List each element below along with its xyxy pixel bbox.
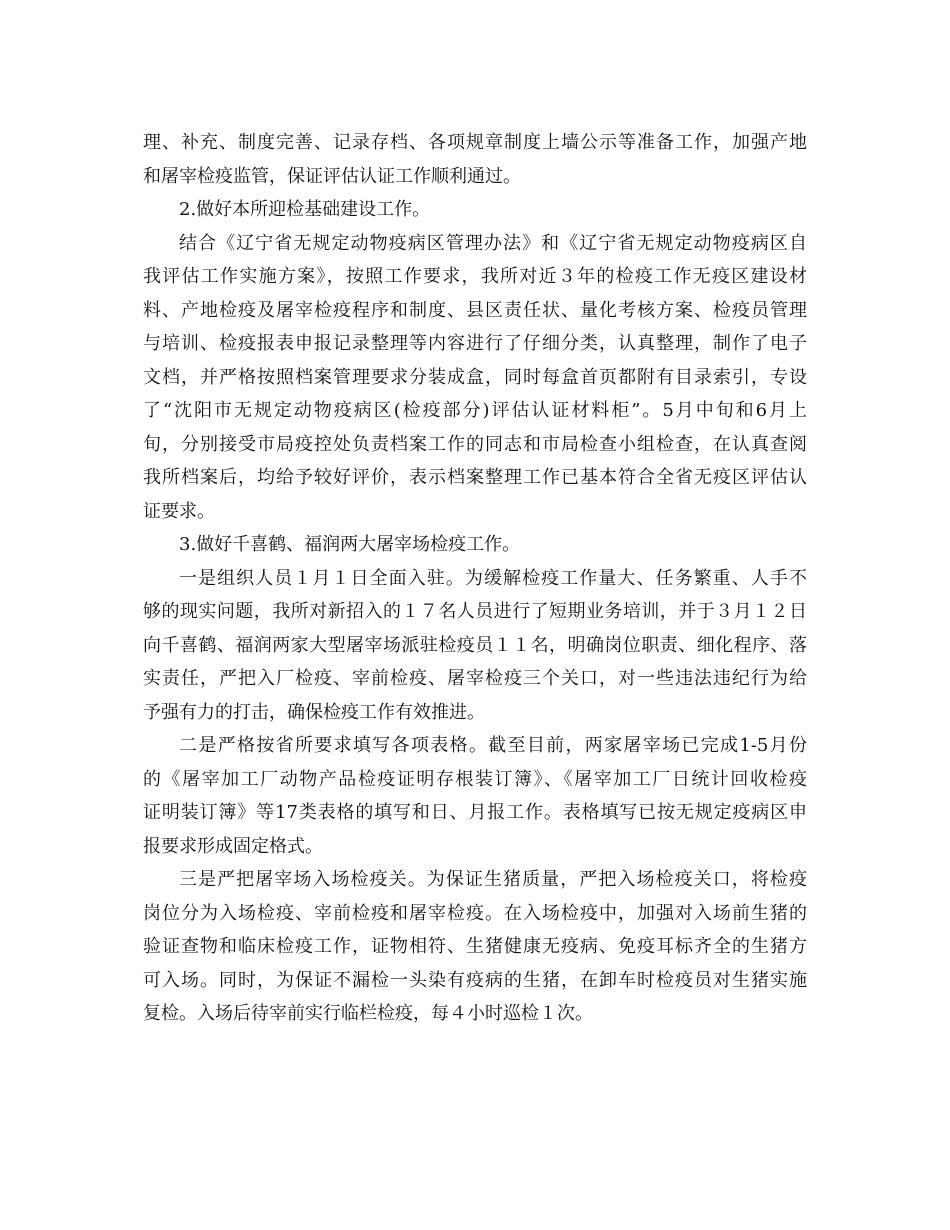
text-line: 文档，并严格按照档案管理要求分装成盒，同时每盒首页都附有目录索引，专设 — [143, 366, 807, 388]
heading-text: 2.做好本所迎检基础建设工作。 — [179, 199, 431, 220]
text-line: 实责任，严把入厂检疫、宰前检疫、屠宰检疫三个关口，对一些违法违纪行为给 — [143, 668, 807, 689]
text-line: 予强有力的打击，确保检疫工作有效推进。 — [143, 701, 485, 723]
text-line: 岗位分为入场检疫、宰前检疫和屠宰检疫。在入场检疫中，加强对入场前生猪的 — [143, 902, 807, 924]
text-line: 可入场。同时，为保证不漏检一头染有疫病的生猪，在卸车时检疫员对生猪实施 — [143, 969, 807, 991]
text-line: 够的现实问题，我所对新招入的１７名人员进行了短期业务培训，并于３月１２日 — [143, 601, 807, 622]
text-line: 验证查物和临床检疫工作，证物相符、生猪健康无疫病、免疫耳标齐全的生猪方 — [143, 936, 807, 957]
text-line: 理、补充、制度完善、记录存档、各项规章制度上墙公示等准备工作，加强产地 — [143, 132, 807, 153]
text-line: 二是严格按省所要求填写各项表格。截至目前，两家屠宰场已完成1-5月份 — [179, 735, 807, 756]
text-line: 旬，分别接受市局疫控处负责档案工作的同志和市局检查小组检查，在认真查阅 — [143, 433, 807, 455]
text-line: 的《屠宰加工厂动物产品检疫证明存根装订簿》、《屠宰加工厂日统计回收检疫 — [143, 768, 807, 790]
paragraph-2 — [143, 227, 807, 529]
text-line: 与培训、检疫报表申报记录整理等内容进行了仔细分类，认真整理，制作了电子 — [143, 333, 807, 354]
text-line: 我所档案后，均给予较好评价，表示档案整理工作已基本符合全省无疫区评估认 — [143, 467, 807, 488]
text-line: 证明装订簿》等17类表格的填写和日、月报工作。表格填写已按无规定疫病区申 — [143, 802, 807, 823]
text-line: 了“沈阳市无规定动物疫病区(检疫部分)评估认证材料柜”。5月中旬和6月上 — [143, 400, 807, 421]
paragraph-3 — [143, 562, 807, 730]
text-line: 复检。入场后待宰前实行临栏检疫，每４小时巡检１次。 — [143, 1003, 593, 1024]
section-heading-2 — [143, 193, 807, 227]
text-line: 报要求形成固定格式。 — [143, 835, 323, 857]
paragraph-1 — [143, 126, 807, 193]
text-line: 我评估工作实施方案》，按照工作要求，我所对近３年的检疫工作无疫区建设材 — [143, 266, 807, 287]
text-line: 证要求。 — [143, 500, 215, 522]
document-page — [143, 126, 807, 1031]
text-line: 一是组织人员１月１日全面入驻。为缓解检疫工作量大、任务繁重、人手不 — [179, 567, 807, 589]
heading-text: 3.做好千喜鹤、福润两大屠宰场检疫工作。 — [179, 534, 521, 555]
text-line: 结合《辽宁省无规定动物疫病区管理办法》和《辽宁省无规定动物疫病区自 — [179, 232, 807, 254]
section-heading-3 — [143, 528, 807, 562]
paragraph-4 — [143, 729, 807, 863]
text-line: 和屠宰检疫监管，保证评估认证工作顺利通过。 — [143, 165, 521, 187]
paragraph-5 — [143, 863, 807, 1031]
text-line: 三是严把屠宰场入场检疫关。为保证生猪质量，严把入场检疫关口，将检疫 — [179, 869, 807, 890]
text-line: 向千喜鹤、福润两家大型屠宰场派驻检疫员１１名，明确岗位职责、细化程序、落 — [143, 634, 807, 656]
text-line: 料、产地检疫及屠宰检疫程序和制度、县区责任状、量化考核方案、检疫员管理 — [143, 299, 807, 321]
